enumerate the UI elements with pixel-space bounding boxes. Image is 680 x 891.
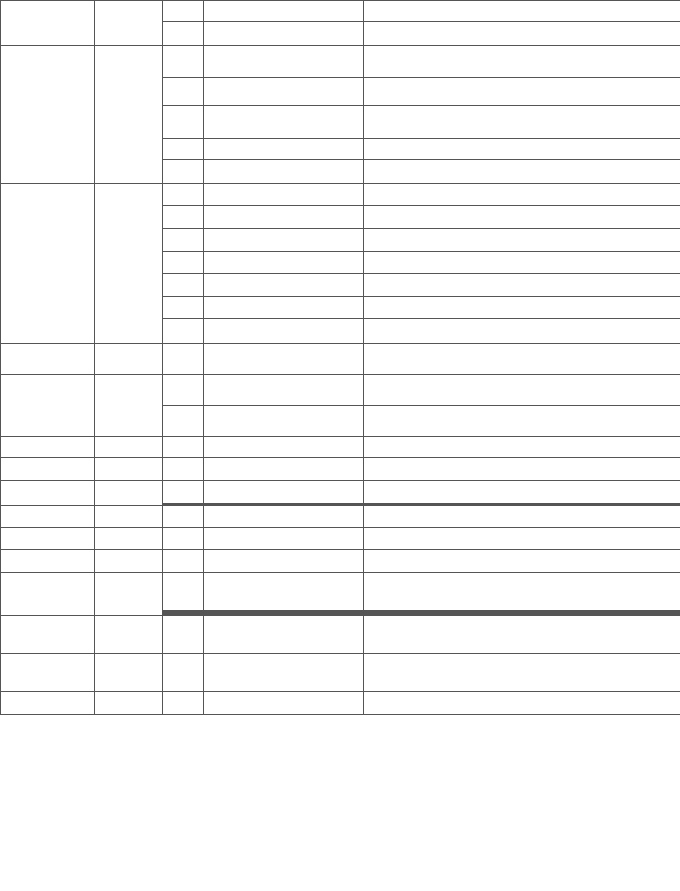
bit-description xyxy=(364,297,680,319)
register-address xyxy=(1,46,95,184)
bit-field-name xyxy=(204,184,364,206)
bit-number xyxy=(163,481,204,504)
bit-number xyxy=(163,319,204,344)
bit-field-name xyxy=(204,252,364,274)
table-row xyxy=(1,528,680,550)
bit-field-name xyxy=(204,616,364,654)
register-address xyxy=(1,458,95,481)
bit-number xyxy=(163,506,204,528)
bit-description xyxy=(364,252,680,274)
table-row xyxy=(1,616,680,654)
bit-number xyxy=(163,184,204,206)
table-row xyxy=(1,692,680,715)
bit-description xyxy=(364,528,680,550)
bit-description xyxy=(364,22,680,46)
bit-description xyxy=(364,78,680,106)
bit-field-name xyxy=(204,550,364,573)
bit-number xyxy=(163,528,204,550)
bit-field-name xyxy=(204,139,364,160)
bit-description xyxy=(364,616,680,654)
register-name xyxy=(95,344,163,375)
register-address xyxy=(1,481,95,506)
bit-number xyxy=(163,206,204,229)
bit-description xyxy=(364,550,680,573)
register-name xyxy=(95,654,163,692)
bit-field-name xyxy=(204,1,364,22)
bit-field-name xyxy=(204,344,364,375)
bit-number xyxy=(163,573,204,611)
register-name xyxy=(95,573,163,616)
bit-field-name xyxy=(204,573,364,611)
bit-field-name xyxy=(204,406,364,437)
bit-number xyxy=(163,160,204,184)
table-row xyxy=(1,375,680,406)
bit-field-name xyxy=(204,481,364,504)
bit-number xyxy=(163,139,204,160)
register-name xyxy=(95,1,163,46)
bit-number xyxy=(163,46,204,78)
bit-field-name xyxy=(204,160,364,184)
table-row xyxy=(1,184,680,206)
bit-description xyxy=(364,184,680,206)
bit-description xyxy=(364,274,680,297)
bit-description xyxy=(364,344,680,375)
bit-number xyxy=(163,78,204,106)
bit-field-name xyxy=(204,319,364,344)
bit-description xyxy=(364,1,680,22)
bit-number xyxy=(163,406,204,437)
bit-description xyxy=(364,692,680,715)
bit-description xyxy=(364,139,680,160)
bit-description xyxy=(364,481,680,504)
bit-number xyxy=(163,344,204,375)
bit-field-name xyxy=(204,46,364,78)
bit-description xyxy=(364,229,680,252)
table-row xyxy=(1,1,680,22)
bit-number xyxy=(163,458,204,481)
register-address xyxy=(1,437,95,458)
bit-description xyxy=(364,406,680,437)
register-address xyxy=(1,506,95,528)
register-address xyxy=(1,616,95,654)
table-row xyxy=(1,481,680,504)
bit-field-name xyxy=(204,78,364,106)
bit-field-name xyxy=(204,506,364,528)
table-row xyxy=(1,573,680,611)
bit-field-name xyxy=(204,22,364,46)
bit-number xyxy=(163,437,204,458)
bit-field-name xyxy=(204,274,364,297)
register-name xyxy=(95,458,163,481)
register-name xyxy=(95,375,163,437)
bit-number xyxy=(163,550,204,573)
bit-field-name xyxy=(204,297,364,319)
register-name xyxy=(95,437,163,458)
register-name xyxy=(95,692,163,715)
register-address xyxy=(1,573,95,616)
register-address xyxy=(1,692,95,715)
bit-number xyxy=(163,375,204,406)
bit-description xyxy=(364,46,680,78)
bit-description xyxy=(364,160,680,184)
register-address xyxy=(1,1,95,46)
bit-description xyxy=(364,458,680,481)
bit-description xyxy=(364,319,680,344)
bit-number xyxy=(163,229,204,252)
bit-description xyxy=(364,506,680,528)
table-row xyxy=(1,46,680,78)
bit-description xyxy=(364,206,680,229)
bit-field-name xyxy=(204,106,364,139)
bit-field-name xyxy=(204,375,364,406)
table-row xyxy=(1,344,680,375)
register-address xyxy=(1,344,95,375)
bit-number xyxy=(163,22,204,46)
register-name xyxy=(95,506,163,528)
bit-description xyxy=(364,654,680,692)
register-name xyxy=(95,481,163,506)
bit-number xyxy=(163,1,204,22)
bit-description xyxy=(364,573,680,611)
bit-number xyxy=(163,692,204,715)
bit-field-name xyxy=(204,654,364,692)
bit-description xyxy=(364,375,680,406)
table-row xyxy=(1,506,680,528)
bit-number xyxy=(163,106,204,139)
bit-field-name xyxy=(204,528,364,550)
bit-number xyxy=(163,252,204,274)
register-address xyxy=(1,528,95,550)
bit-field-name xyxy=(204,437,364,458)
bit-number xyxy=(163,654,204,692)
register-address xyxy=(1,375,95,437)
register-address xyxy=(1,654,95,692)
table-row xyxy=(1,437,680,458)
register-name xyxy=(95,46,163,184)
bit-description xyxy=(364,437,680,458)
register-name xyxy=(95,550,163,573)
table-row xyxy=(1,550,680,573)
bit-field-name xyxy=(204,229,364,252)
register-name xyxy=(95,528,163,550)
bit-description xyxy=(364,106,680,139)
register-name xyxy=(95,184,163,344)
register-address xyxy=(1,184,95,344)
register-name xyxy=(95,616,163,654)
bit-field-name xyxy=(204,692,364,715)
bit-field-name xyxy=(204,458,364,481)
bit-number xyxy=(163,616,204,654)
register-address xyxy=(1,550,95,573)
table-row xyxy=(1,458,680,481)
bit-field-name xyxy=(204,206,364,229)
table-row xyxy=(1,654,680,692)
bit-number xyxy=(163,297,204,319)
bit-number xyxy=(163,274,204,297)
